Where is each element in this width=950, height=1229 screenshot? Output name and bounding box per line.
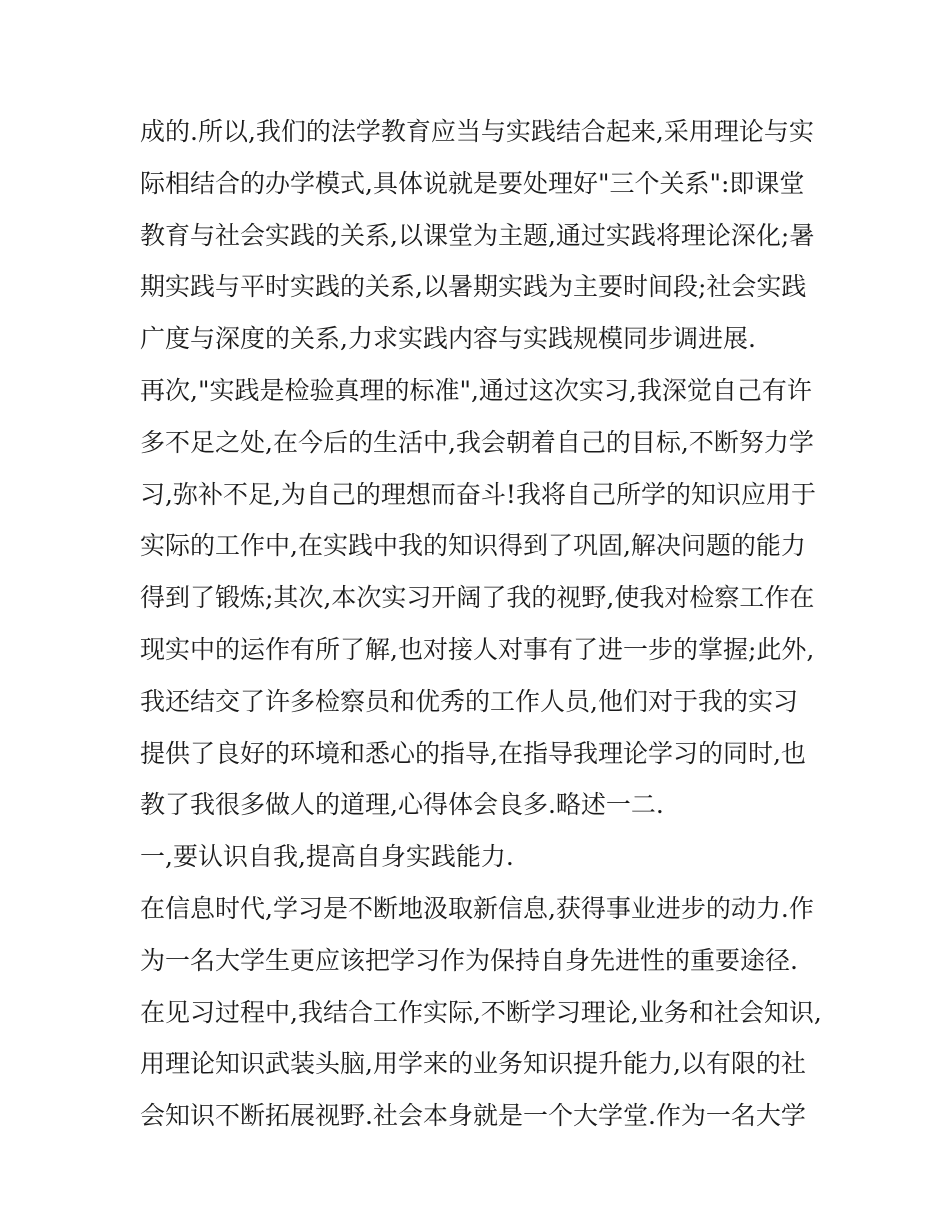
text-line: 在见习过程中,我结合工作实际,不断学习理论,业务和社会知识, xyxy=(140,997,822,1027)
text-line: 得到了锻炼;其次,本次实习开阔了我的视野,使我对检察工作在 xyxy=(140,583,815,613)
text-line: 成的.所以,我们的法学教育应当与实践结合起来,采用理论与实 xyxy=(140,117,814,146)
text-line: 为一名大学生更应该把学习作为保持自身先进性的重要途径. xyxy=(140,945,798,975)
text-line: 现实中的运作有所了解,也对接人对事有了进一步的掌握;此外, xyxy=(140,634,815,664)
document-body-text xyxy=(140,106,820,1142)
text-line: 教了我很多做人的道理,心得体会良多.略述一二. xyxy=(140,790,664,820)
text-line: 会知识不断拓展视野.社会本身就是一个大学堂.作为一名大学 xyxy=(140,1101,806,1131)
section-heading-line: 一,要认识自我,提高自身实践能力. xyxy=(140,842,514,872)
text-line: 际相结合的办学模式,具体说就是要处理好"三个关系":即课堂 xyxy=(140,168,805,198)
text-line: 期实践与平时实践的关系,以暑期实践为主要时间段;社会实践 xyxy=(140,272,807,302)
text-line: 广度与深度的关系,力求实践内容与实践规模同步调进展. xyxy=(140,324,756,354)
text-line: 实际的工作中,在实践中我的知识得到了巩固,解决问题的能力 xyxy=(140,531,806,561)
text-line: 再次,"实践是检验真理的标准",通过这次实习,我深觉自己有许 xyxy=(140,375,812,405)
text-line: 用理论知识武装头脑,用学来的业务知识提升能力,以有限的社 xyxy=(140,1049,806,1079)
text-line: 教育与社会实践的关系,以课堂为主题,通过实践将理论深化;暑 xyxy=(140,220,815,250)
text-line: 我还结交了许多检察员和优秀的工作人员,他们对于我的实习 xyxy=(140,686,798,716)
text-line: 习,弥补不足,为自己的理想而奋斗!我将自己所学的知识应用于 xyxy=(140,479,816,509)
text-line: 多不足之处,在今后的生活中,我会朝着自己的目标,不断努力学 xyxy=(140,427,814,457)
text-line: 提供了良好的环境和悉心的指导,在指导我理论学习的同时,也 xyxy=(140,738,806,768)
text-line: 在信息时代,学习是不断地汲取新信息,获得事业进步的动力.作 xyxy=(140,893,814,923)
